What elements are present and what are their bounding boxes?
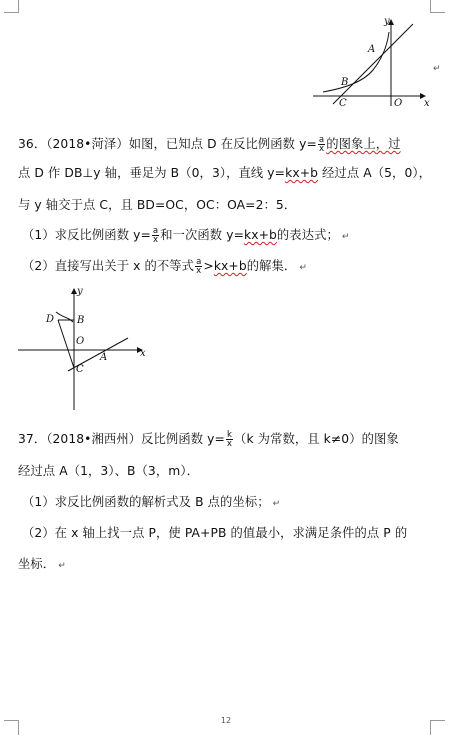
q36-line-3: 与 y 轴交于点 C，且 BD=OC，OC：OA=2：5． xyxy=(18,198,297,212)
straight-line xyxy=(333,24,413,104)
page-number: 12 xyxy=(220,716,232,725)
fraction-a-over-x: $\frac{a}{x}$ xyxy=(318,135,325,154)
crop-mark-top-left xyxy=(4,0,19,13)
fraction-a-over-x: $\frac{a}{x}$ xyxy=(152,226,159,245)
q36-part-2: （2）直接写出关于 x 的不等式 $\frac{a}{x}$ >kx+b的解集． ↵ xyxy=(22,257,307,276)
q36-line-2: 点 D 作 DB⊥y 轴，垂足为 B（0，3），直线 y=kx+b 经过点 A（5，0）， xyxy=(18,166,432,180)
label-y: y xyxy=(384,16,390,27)
label-x: x xyxy=(140,348,146,359)
q36-part-1: （1）求反比例函数 y= $\frac{a}{x}$ 和一次函数 y=kx+b的表达式； ↵ xyxy=(22,226,350,245)
q37-line-1: 37．（2018•湘西州）反比例函数 y= $\frac{k}{x}$ （k 为常数，且 k≠0）的图象 xyxy=(18,430,399,449)
figure-1-graph xyxy=(305,10,435,110)
fraction-a-over-x: $\frac{a}{x}$ xyxy=(196,257,202,276)
label-B: B xyxy=(77,315,85,326)
label-A: A xyxy=(368,44,376,55)
label-C: C xyxy=(76,364,84,375)
q37-line-last: 坐标． ↵ xyxy=(18,557,66,571)
label-B: B xyxy=(341,77,349,88)
label-O: O xyxy=(394,98,403,109)
q37-line-2: 经过点 A（1，3）、B（3，m）． xyxy=(18,464,199,478)
q36-line-1: 36．（2018•菏泽）如图，已知点 D 在反比例函数 y= $\frac{a}{x}$ 的图象上，过 xyxy=(18,135,401,154)
label-A: A xyxy=(100,352,108,363)
label-x: x xyxy=(424,98,430,109)
label-D: D xyxy=(46,314,55,325)
label-y: y xyxy=(77,286,83,297)
fraction-k-over-x: $\frac{k}{x}$ xyxy=(226,430,233,449)
label-C: C xyxy=(339,98,347,109)
label-O: O xyxy=(76,336,85,347)
figure-2-graph xyxy=(16,286,151,414)
curve xyxy=(323,32,389,92)
figure-1-enter-mark: ↵ xyxy=(433,64,441,74)
segment-DC xyxy=(58,320,74,368)
q37-part-2: （2）在 x 轴上找一点 P，使 PA+PB 的值最小，求满足条件的点 P 的 xyxy=(22,526,408,540)
q37-part-1: （1）求反比例函数的解析式及 B 点的坐标； ↵ xyxy=(22,495,281,509)
